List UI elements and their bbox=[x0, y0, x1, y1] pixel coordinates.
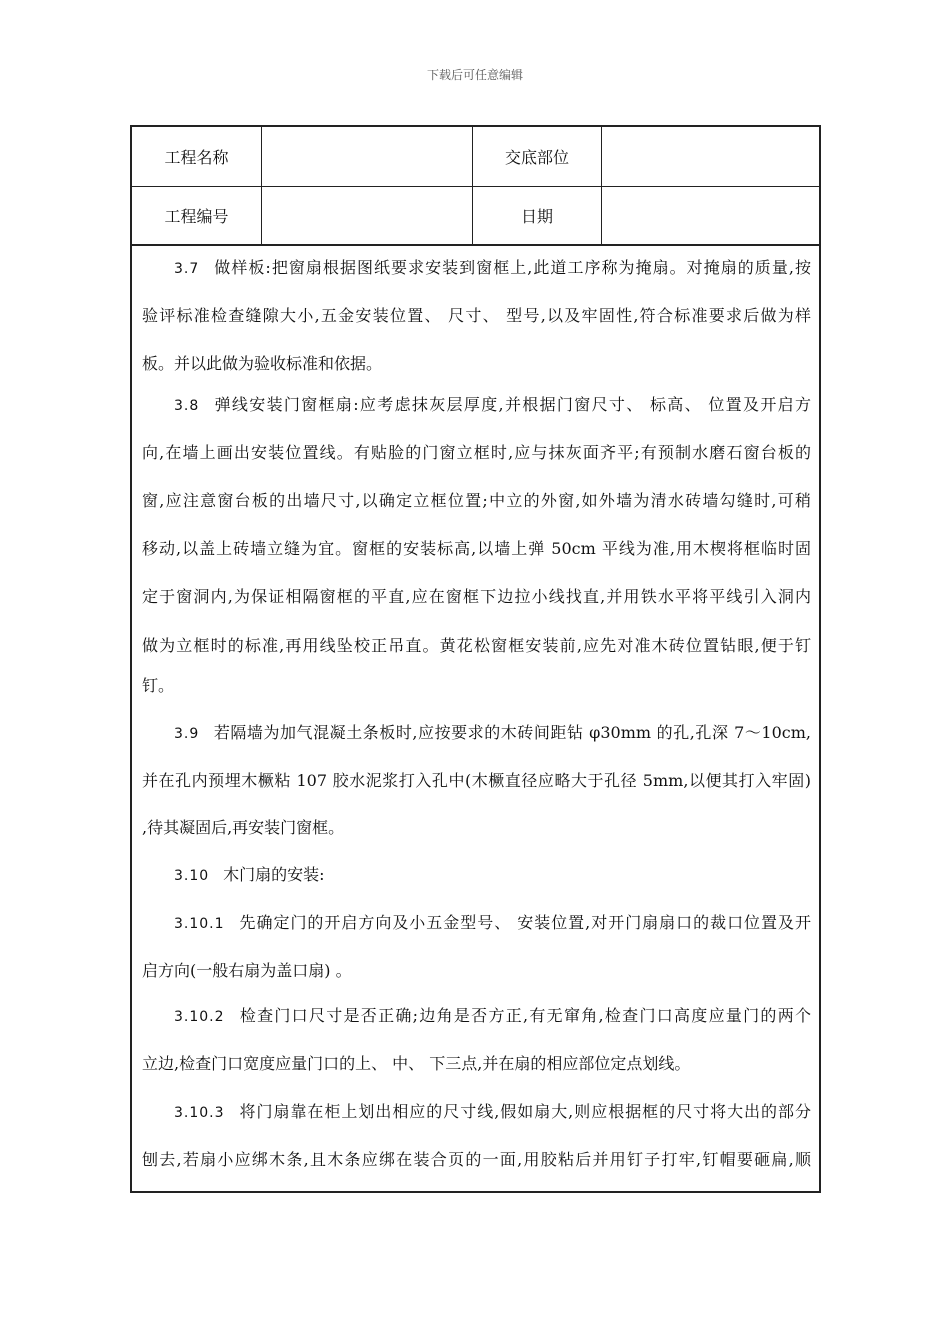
text-line bbox=[142, 352, 811, 376]
clause-text: 弹线安装门窗框扇:应考虑抹灰层厚度,并根据门窗尺寸、 标高、 位置及开启方 bbox=[213, 395, 811, 414]
date-label: 日期 bbox=[473, 187, 602, 244]
text-line bbox=[142, 634, 811, 658]
clause-text: 立边,检查门口宽度应量门口的上、 中、 下三点,并在扇的相应部位定点划线。 bbox=[142, 1054, 691, 1073]
location-label: 交底部位 bbox=[473, 127, 602, 186]
project-number-label: 工程编号 bbox=[132, 187, 262, 244]
clause-text: 验评标准检查缝隙大小,五金安装位置、 尺寸、 型号,以及牢固性,符合标准要求后做为样 bbox=[142, 306, 811, 325]
clause-text: ,待其凝固后,再安装门窗框。 bbox=[142, 818, 345, 837]
clause-number: 3.8 bbox=[174, 398, 200, 414]
header-row-2 bbox=[132, 187, 819, 246]
clause-text: 定于窗洞内,为保证相隔窗框的平直,应在窗框下边拉小线找直,并用铁水平将平线引入洞内 bbox=[142, 587, 811, 606]
project-name-field[interactable] bbox=[262, 127, 473, 186]
clause-number: 3.10 bbox=[174, 868, 210, 884]
text-line bbox=[142, 441, 811, 465]
clause-text: 向,在墙上画出安装位置线。有贴脸的门窗立框时,应与抹灰面齐平;有预制水磨石窗台板的 bbox=[142, 443, 811, 462]
clause-number: 3.9 bbox=[174, 726, 200, 742]
clause-text: 做样板:把窗扇根据图纸要求安装到窗框上,此道工序称为掩扇。对掩扇的质量,按 bbox=[213, 258, 811, 277]
text-line bbox=[142, 537, 811, 561]
text-line bbox=[142, 304, 811, 328]
clause-text: 窗,应注意窗台板的出墙尺寸,以确定立框位置;中立的外窗,如外墙为清水砖墙勾缝时,可稍 bbox=[142, 491, 811, 510]
clause-text: 检查门口尺寸是否正确;边角是否方正,有无窜角,检查门口高度应量门的两个 bbox=[238, 1006, 811, 1025]
text-line bbox=[142, 863, 811, 887]
clause-number: 3.7 bbox=[174, 261, 200, 277]
text-line bbox=[142, 489, 811, 513]
clause-text: 若隔墙为加气混凝土条板时,应按要求的木砖间距钻 φ30mm 的孔,孔深 7～10cm, bbox=[213, 723, 811, 742]
location-field[interactable] bbox=[602, 127, 819, 186]
clause-text: 做为立框时的标准,再用线坠校正吊直。黄花松窗框安装前,应先对准木砖位置钻眼,便于钉 bbox=[142, 636, 811, 655]
clause-text: 先确定门的开启方向及小五金型号、 安装位置,对开门扇扇口的裁口位置及开 bbox=[238, 913, 811, 932]
header-row-1 bbox=[132, 127, 819, 187]
clause-text: 钉。 bbox=[142, 676, 175, 695]
date-field[interactable] bbox=[602, 187, 819, 244]
text-line bbox=[142, 959, 811, 983]
text-line bbox=[142, 816, 811, 840]
disclosure-body bbox=[142, 246, 811, 1191]
text-line bbox=[142, 674, 811, 698]
clause-text: 将门扇靠在柜上划出相应的尺寸线,假如扇大,则应根据框的尺寸将大出的部分 bbox=[238, 1102, 811, 1121]
project-number-field[interactable] bbox=[262, 187, 473, 244]
text-line bbox=[142, 1004, 811, 1028]
text-line bbox=[142, 585, 811, 609]
text-line bbox=[142, 769, 811, 793]
text-line bbox=[142, 256, 811, 280]
clause-number: 3.10.2 bbox=[174, 1009, 225, 1025]
text-line bbox=[142, 721, 811, 745]
text-line bbox=[142, 911, 811, 935]
text-line bbox=[142, 1148, 811, 1172]
page-watermark: 下载后可任意编辑 bbox=[426, 68, 523, 82]
text-line bbox=[142, 393, 811, 417]
clause-number: 3.10.1 bbox=[174, 916, 225, 932]
text-line bbox=[142, 1100, 811, 1124]
clause-text: 并在孔内预埋木橛粘 107 胶水泥浆打入孔中(木橛直径应略大于孔径 5mm,以便其打入牢固) bbox=[142, 771, 811, 790]
clause-number: 3.10.3 bbox=[174, 1105, 225, 1121]
technical-disclosure-form bbox=[130, 125, 821, 1193]
clause-text: 板。并以此做为验收标准和依据。 bbox=[142, 354, 383, 373]
project-name-label: 工程名称 bbox=[132, 127, 262, 186]
clause-text: 木门扇的安装: bbox=[223, 865, 325, 884]
clause-text: 启方向(一般右扇为盖口扇) 。 bbox=[142, 961, 352, 980]
text-line bbox=[142, 1052, 811, 1076]
clause-text: 刨去,若扇小应绑木条,且木条应绑在装合页的一面,用胶粘后并用钉子打牢,钉帽要砸扁,顺 bbox=[142, 1150, 811, 1169]
clause-text: 移动,以盖上砖墙立缝为宜。窗框的安装标高,以墙上弹 50cm 平线为准,用木楔将框临时固 bbox=[142, 539, 811, 558]
